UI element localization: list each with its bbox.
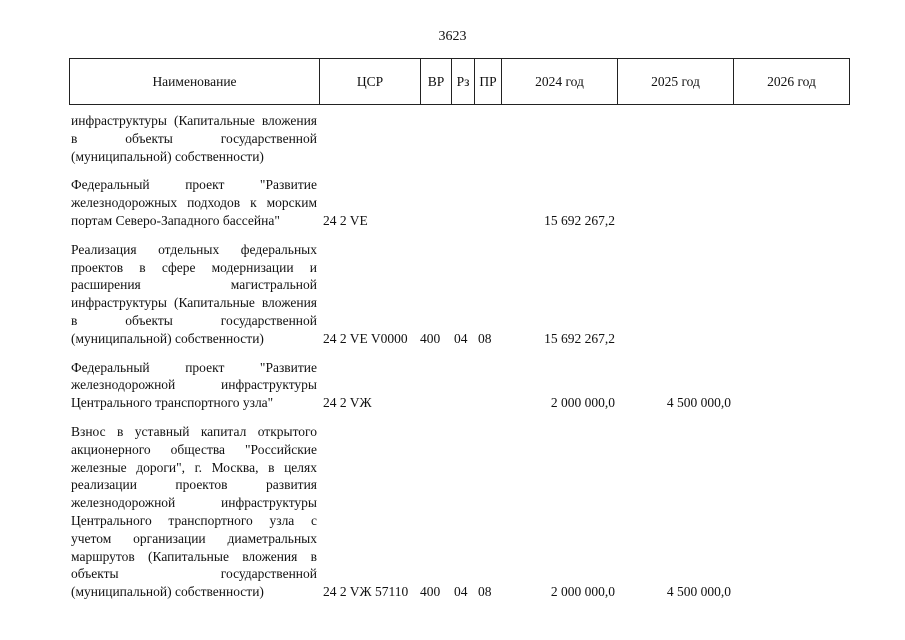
header-csr: ЦСР <box>320 59 421 104</box>
table-row <box>69 176 850 229</box>
header-name: Наименование <box>70 59 320 104</box>
row-csr: 24 2 VЖ 57110 <box>323 584 409 600</box>
header-2026: 2026 год <box>767 73 816 89</box>
row-2026 <box>733 112 848 165</box>
table-header <box>69 58 850 105</box>
row-2024: 15 692 267,2 <box>544 212 615 228</box>
row-vr <box>420 359 451 412</box>
row-2024: 15 692 267,2 <box>544 330 615 346</box>
row-2025 <box>617 176 733 229</box>
table-body <box>69 112 850 612</box>
row-pr: 08 <box>478 584 492 600</box>
row-rz <box>451 112 474 165</box>
row-2026 <box>733 176 848 229</box>
row-2024: 2 000 000,0 <box>550 395 615 411</box>
row-vr <box>420 112 451 165</box>
row-vr: 400 <box>420 584 441 600</box>
row-pr <box>474 359 501 412</box>
row-rz <box>451 359 474 412</box>
row-pr <box>474 112 501 165</box>
row-rz <box>451 176 474 229</box>
row-name: Федеральный проект "Развитие железнодорожной инфраструктуры Центрального транспортного узла" <box>71 359 317 411</box>
header-2024: 2024 год <box>502 59 618 104</box>
row-2025: 4 500 000,0 <box>666 584 731 600</box>
table-row <box>69 423 850 601</box>
header-vr: ВР <box>421 59 452 104</box>
row-2025 <box>617 112 733 165</box>
row-pr <box>474 176 501 229</box>
row-pr: 08 <box>478 330 492 346</box>
row-2024 <box>501 112 617 165</box>
row-csr: 24 2 VE V0000 <box>323 330 408 346</box>
row-csr: 24 2 VЖ <box>323 395 372 411</box>
row-name: Реализация отдельных федеральных проектов в сфере модернизации и расширения магистральной инфраструктуры (Капитальные вложения в объекты государственной (муниципальной) собственности) <box>71 241 317 346</box>
row-vr: 400 <box>420 330 441 346</box>
table-row <box>69 112 850 165</box>
row-csr: 24 2 VE <box>323 212 368 228</box>
row-vr <box>420 176 451 229</box>
row-2025: 4 500 000,0 <box>666 395 731 411</box>
row-rz: 04 <box>454 584 468 600</box>
row-name: Федеральный проект "Развитие железнодорожных подходов к морским портам Северо-Западного бассейна" <box>71 177 317 228</box>
row-csr <box>319 112 420 165</box>
page-number: 3623 <box>438 29 467 44</box>
header-2025: 2025 год <box>618 59 734 104</box>
row-rz: 04 <box>454 330 468 346</box>
row-2024: 2 000 000,0 <box>550 584 615 600</box>
header-pr: ПР <box>475 59 502 104</box>
header-rz: Рз <box>452 59 475 104</box>
row-name: Взнос в уставный капитал открытого акционерного общества "Российские железные дороги", г. Москва, в целях реализации проектов развития железнодорожной инфраструктуры Центрального транспортного узла с учетом организации диаметральных маршрутов (Капитальные вложения в объекты государственной (муниципальной) собственности) <box>71 423 317 600</box>
table-row <box>69 241 850 348</box>
row-2026 <box>733 359 848 412</box>
row-2026 <box>733 241 848 348</box>
row-2025 <box>617 241 733 348</box>
row-name: инфраструктуры (Капитальные вложения в объекты государственной (муниципальной) собственности) <box>71 113 317 164</box>
table-row <box>69 359 850 412</box>
row-2026 <box>733 423 848 601</box>
